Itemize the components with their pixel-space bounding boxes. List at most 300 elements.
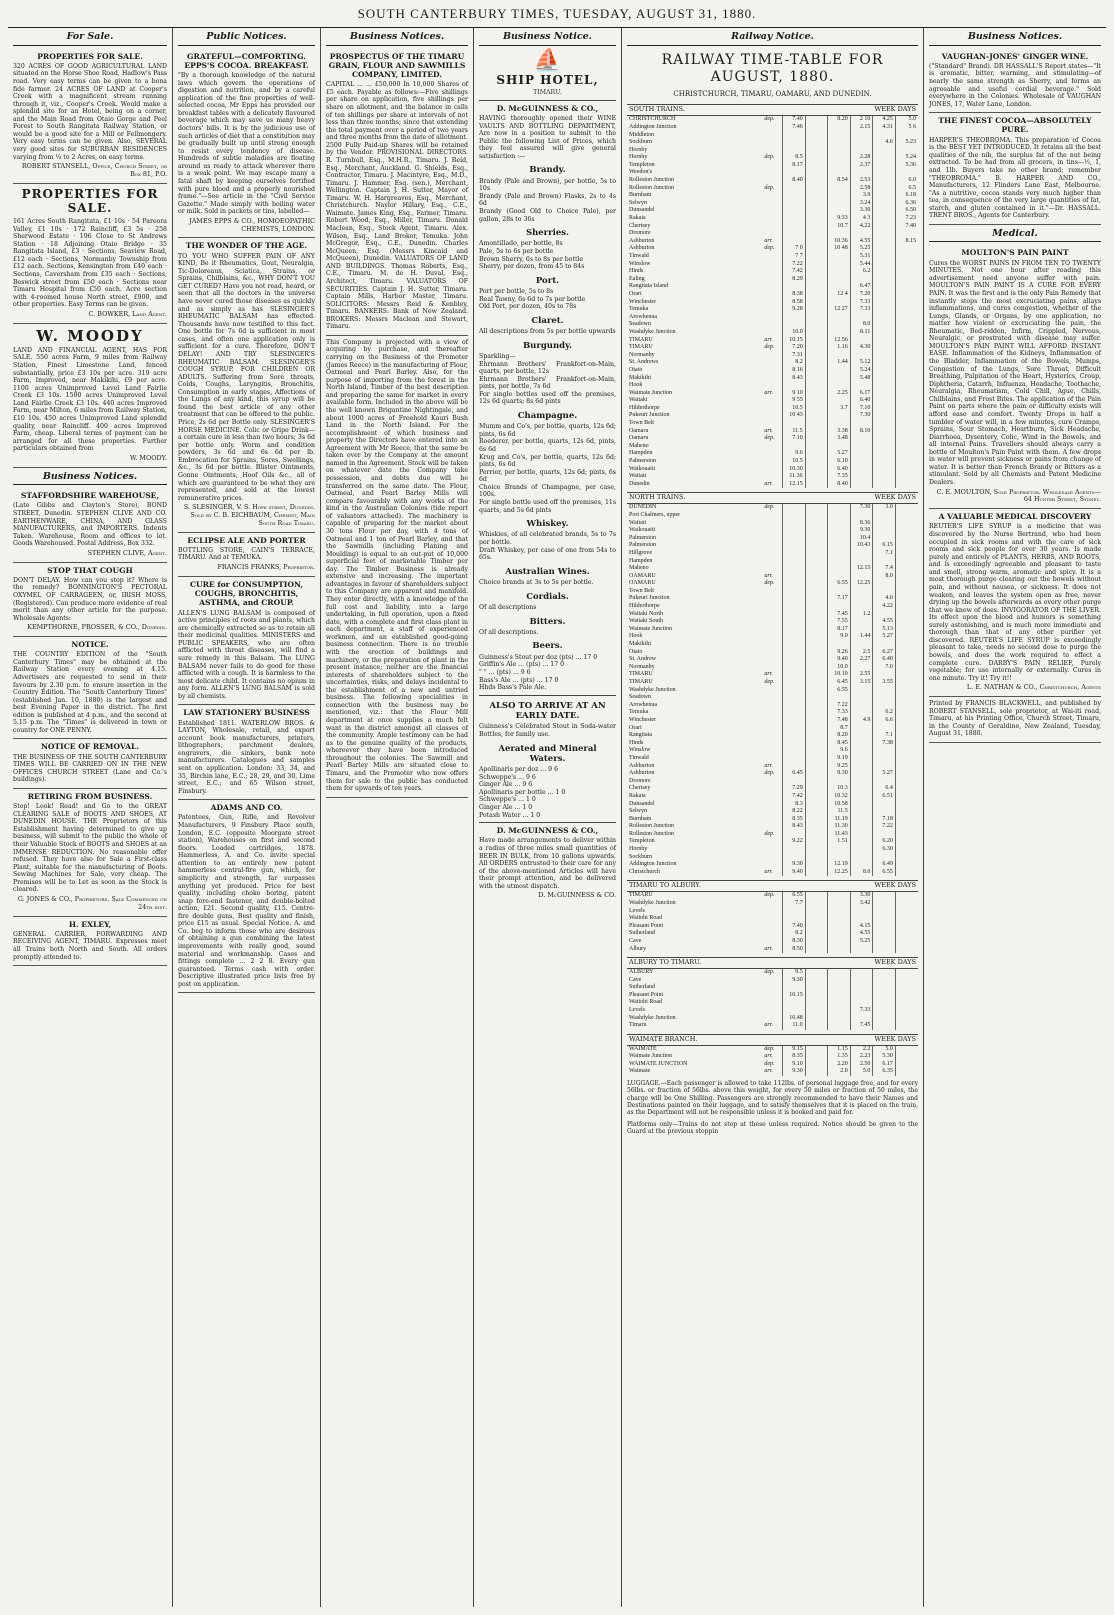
timetable-row [627, 512, 918, 520]
train-time [805, 618, 828, 626]
train-time: 9.6 [783, 450, 806, 458]
station-name: Chertsey [629, 785, 651, 792]
train-time: 10.3 [828, 785, 851, 793]
train-time [783, 846, 806, 854]
train-time [873, 298, 896, 306]
train-time: 7.40 [895, 223, 918, 231]
train-time [895, 626, 918, 634]
station-name: Burnham [629, 192, 652, 199]
arr-dep [762, 816, 782, 824]
timetable-row [627, 352, 918, 360]
train-time [805, 466, 828, 474]
price-line: Whiskies, of all celebrated brands, 5s to 7s per bottle. [479, 531, 616, 547]
train-time [873, 329, 896, 337]
timetable-row [627, 762, 918, 770]
train-time [783, 519, 806, 527]
train-time [828, 573, 851, 581]
train-time: 6.55 [828, 686, 851, 694]
train-time [873, 519, 896, 527]
train-time [828, 276, 851, 284]
ad-signature: FRANCIS FRANKS, Proprietor. [217, 563, 315, 572]
station-name: Palmerston [629, 458, 656, 465]
timetable-row [627, 207, 918, 215]
train-time [850, 762, 873, 770]
train-time: 8.0 [873, 573, 896, 581]
timetable-row [627, 177, 918, 185]
train-time [828, 969, 851, 977]
station-name: Sutherland [629, 984, 655, 991]
train-time: 7.0 [873, 664, 896, 672]
train-time [805, 969, 828, 977]
train-time [850, 831, 873, 839]
train-time: 10.4 [850, 535, 873, 543]
train-time: 6.51 [873, 793, 896, 801]
timetable-row [627, 838, 918, 846]
south-timetable [627, 116, 918, 488]
train-time [850, 626, 873, 634]
train-time [828, 984, 851, 992]
train-time [873, 352, 896, 360]
station-name: Winchester [629, 716, 657, 723]
train-time [783, 565, 806, 573]
train-time: 7.33 [850, 298, 873, 306]
train-time [873, 1022, 896, 1030]
train-time [805, 1014, 828, 1022]
train-time [850, 481, 873, 489]
train-time [828, 1014, 851, 1022]
column-header: Business Notices. [13, 468, 167, 486]
arr-dep [762, 306, 782, 314]
arr-dep [762, 709, 782, 717]
timetable-row [627, 611, 918, 619]
train-time [805, 648, 828, 656]
train-time: 9 55 [783, 397, 806, 405]
train-time [783, 542, 806, 550]
train-time: 8.20 [828, 116, 851, 124]
ad-signature: STEPHEN CLIVE, Agent. [87, 548, 167, 557]
arr-dep [762, 785, 782, 793]
train-time [873, 512, 896, 520]
train-time [805, 831, 828, 839]
train-time [895, 755, 918, 763]
arr-dep [762, 359, 782, 367]
station-name: OAMARU [629, 580, 656, 587]
train-time [783, 192, 806, 200]
ad-title: PROSPECTUS OF THE TIMARU GRAIN, FLOUR AND SAWMILLS COMPANY, LIMITED. [328, 51, 466, 80]
price-line: Apollinaris per bottle ... 1 0 [479, 788, 566, 796]
arr-dep: dep. [764, 1045, 775, 1052]
arr-dep [762, 557, 782, 565]
advertisement [929, 245, 1101, 509]
train-time [805, 588, 828, 596]
train-time [873, 382, 896, 390]
station-name: Orari [629, 290, 642, 297]
train-time [805, 200, 828, 208]
train-time: 6.40 [873, 656, 896, 664]
train-time [805, 900, 828, 908]
train-time [828, 504, 851, 512]
advertisement [929, 509, 1101, 697]
train-time: 9 10 [783, 390, 806, 398]
train-time [895, 405, 918, 413]
station-name: Port Chalmers, upper [629, 511, 681, 518]
train-time [873, 314, 896, 322]
train-time [828, 915, 851, 923]
train-time [850, 800, 873, 808]
ad-title: STAFFORDSHIRE WAREHOUSE, [20, 491, 160, 501]
timetable-row [627, 435, 918, 443]
train-time: 7.4 [873, 565, 896, 573]
ad-body: REUTER'S LIFE SYRUP is a medicine that was discovered by the Nurse Bertrand, who had been occupied in sick rooms and with the care of sick rooms and sick people for over 30 years. Is made purely and entirely of PLANTS, HERBS, AND ROOTS, and is exceedingly agreeable and pleasant to taste and smell, strong warm, aromatic and spicy. It is a most thorough purge clearing out the bowels without pain, and without nausea, or sickness. It does not weaken, and leaves the system open as free, never drying up the bowels afterwards as every other purge that we know of does. INVIGORATOR OF THE LIVER. Its effect upon the blood and humors is something surely astonishing, and is much more immediate and thorough than that of any other purifier yet discovered. REUTER'S LIFE SYRUP is exceedingly pleasant to take, needs no second dose to purge the bowels, and does the work required to effect a complete cure. DARBY'S PAIN RELIEF, Purely vegetable; for use internally or externally. Cures in one minute. Try it! Try it!! [929, 523, 1101, 682]
train-time [828, 641, 851, 649]
train-time: 6.45 [783, 770, 806, 778]
train-time [783, 717, 806, 725]
train-time: 2.25 [828, 390, 851, 398]
train-time [828, 139, 851, 147]
price-line: Port per bottle, 5s to 8s [479, 288, 554, 296]
train-time: 6.49 [873, 861, 896, 869]
price-line: Brandy (Pale and Brown), per bottle, 5s to 10s [479, 177, 616, 193]
station-name: Hornby [629, 846, 648, 853]
train-time [828, 253, 851, 261]
train-time [805, 162, 828, 170]
price-section-title: Australian Wines. [505, 566, 590, 577]
station-name: Sockburn [629, 853, 652, 860]
train-time: 8.22 [783, 808, 806, 816]
price-line: Amontillado, per bottle, 8s [479, 240, 563, 248]
train-time: 5.0 [895, 116, 918, 124]
train-time [895, 611, 918, 619]
timetable-row [627, 367, 918, 375]
ad-body: 161 Acres South Rangitata, £1 10s · 54 Pareora Valley, £1 10s · 172 Raincliff, £3 5s · 258 Sherwood Estate · 196 Close to St Andrews Station · 18 Adjoining Otaio Bridge · 35 Rangitata Island, £3 · Sections, Seaview Road, £12 each · Sections, Normanby Township from £12 each. Sections, Kensington from £40 each · Sections, Caversham from £35 each · Sections, Beswick street from £50 each · Sections near Timaru Hospital from £50 each. Acre section with 4-roomed house North street, £900, and other properties. Easy Terms can be given. [13, 218, 167, 309]
ad-title: RETIRING FROM BUSINESS. [27, 791, 153, 801]
timetable-row [627, 580, 918, 588]
station-name: Hinds [629, 268, 644, 275]
train-time: 7.45 [850, 1022, 873, 1030]
train-time: 7 7 [783, 253, 806, 261]
train-time [850, 230, 873, 238]
train-time [850, 793, 873, 801]
train-time [805, 473, 828, 481]
train-time [783, 999, 806, 1007]
timetable-row [627, 1007, 918, 1015]
train-time [873, 131, 896, 139]
train-time [873, 527, 896, 535]
train-time [895, 1007, 918, 1015]
price-line: Draft Whiskey, per case of one from 54s to 65s. [479, 546, 616, 562]
train-time: 9.30 [783, 861, 806, 869]
train-time [850, 131, 873, 139]
train-time: 1.2 [850, 611, 873, 619]
price-line: Apollinaris per doz ... 9 6 [479, 766, 559, 774]
train-time [805, 565, 828, 573]
arr-dep [762, 542, 782, 550]
train-time [895, 892, 918, 900]
train-time: 7.29 [783, 785, 806, 793]
arr-dep [762, 283, 782, 291]
train-time: 8.3 [783, 800, 806, 808]
arr-dep [762, 412, 782, 420]
train-time [805, 298, 828, 306]
timetable-row [627, 314, 918, 322]
column-ship-hotel [474, 28, 622, 1607]
timetable-row [627, 268, 918, 276]
train-time [828, 519, 851, 527]
train-time [850, 169, 873, 177]
train-time: 12 27 [828, 306, 851, 314]
train-time [805, 443, 828, 451]
ad-title: MOULTON'S PAIN PAINT [961, 248, 1069, 258]
train-time: 6.15 [873, 542, 896, 550]
train-time: 10.5 [783, 405, 806, 413]
train-time [783, 915, 806, 923]
train-time [873, 367, 896, 375]
train-time [850, 747, 873, 755]
train-time [873, 321, 896, 329]
price-line: Choice brands at 3s to 5s per bottle. [479, 579, 594, 587]
ad-title: H. EXLEY, [68, 919, 112, 929]
closing-owner: D. McGUINNESS & CO., [496, 826, 599, 836]
ads-list [929, 245, 1101, 742]
timetable-row [627, 147, 918, 155]
arr-dep [762, 747, 782, 755]
ship-icon: ⛵ [533, 47, 562, 73]
train-time [895, 724, 918, 732]
train-time [895, 900, 918, 908]
train-time [895, 580, 918, 588]
arr-dep [762, 420, 782, 428]
train-time: 5.25 [850, 938, 873, 946]
train-time [783, 702, 806, 710]
train-time [805, 177, 828, 185]
train-time: 8.20 [828, 732, 851, 740]
timetable-row [627, 999, 918, 1007]
train-time [895, 823, 918, 831]
price-line: For single bottle used off the premises, 11s quarts, and 5s 6d pints [479, 498, 616, 514]
arr-dep: dep. [764, 892, 775, 899]
timetable-row [627, 185, 918, 193]
train-time: 9.22 [783, 838, 806, 846]
train-time [805, 755, 828, 763]
train-time [895, 595, 918, 603]
ad-title: STOP THAT COUGH [47, 565, 133, 575]
station-name: Christchurch [629, 868, 660, 875]
train-time: 8.58 [783, 298, 806, 306]
timetable-row [627, 626, 918, 634]
train-time: 2.53 [850, 177, 873, 185]
train-time: 3.24 [850, 200, 873, 208]
train-time [873, 976, 896, 984]
train-time: 12.56 [828, 336, 851, 344]
advertisement [13, 324, 167, 468]
price-line: Schweppe's ... 1 0 [479, 796, 536, 804]
train-time [873, 535, 896, 543]
arr-dep [762, 276, 782, 284]
station-name: Town Belt [629, 587, 655, 594]
train-time [895, 382, 918, 390]
train-time [895, 473, 918, 481]
train-time [828, 192, 851, 200]
train-time: 3.9 [850, 192, 873, 200]
train-time [805, 504, 828, 512]
price-line: Brandy (Pale and Brown) Flasks, 2s to 4s 6d [479, 192, 616, 208]
train-time: 6.10 [828, 458, 851, 466]
train-time [850, 443, 873, 451]
train-time [805, 412, 828, 420]
train-time [805, 778, 828, 786]
train-time [873, 283, 896, 291]
train-time [873, 344, 896, 352]
train-time: 12.25 [850, 580, 873, 588]
week-days-label: WEEK DAYS [874, 105, 916, 114]
timetable-row [627, 230, 918, 238]
train-time [805, 336, 828, 344]
advertisement [929, 697, 1101, 743]
train-time [828, 565, 851, 573]
train-time [805, 367, 828, 375]
train-time [828, 397, 851, 405]
train-time: 6.55 [783, 892, 806, 900]
train-time [850, 618, 873, 626]
timetable-row [627, 428, 918, 436]
arr-dep: dep. [764, 116, 775, 123]
train-time [805, 595, 828, 603]
station-name: Rangitata Island [629, 283, 669, 290]
train-time [895, 390, 918, 398]
train-time: 8.10 [850, 428, 873, 436]
train-time [850, 808, 873, 816]
advertisement [326, 49, 468, 336]
arr-dep [762, 260, 782, 268]
arr-dep [762, 382, 782, 390]
train-time [805, 276, 828, 284]
column-public-notices [173, 28, 321, 1607]
train-time [805, 573, 828, 581]
train-time [895, 618, 918, 626]
train-time [828, 992, 851, 1000]
train-time [873, 276, 896, 284]
train-time: 11.36 [783, 473, 806, 481]
station-name: Ashburton [629, 237, 655, 244]
station-name: Temuka [629, 709, 649, 716]
train-time [873, 892, 896, 900]
train-time: 6.30 [873, 846, 896, 854]
train-time: 8.0 [850, 321, 873, 329]
train-time: 9.28 [783, 306, 806, 314]
train-time [783, 527, 806, 535]
timetable-row [627, 679, 918, 687]
train-time [873, 778, 896, 786]
train-time: 5.12 [850, 359, 873, 367]
train-time: 7.30 [850, 504, 873, 512]
train-time [828, 930, 851, 938]
train-time [895, 321, 918, 329]
ad-body: THE COUNTRY EDITION of the "South Canterbury Times" may be obtained at the Railway Station every evening at 4.15. Advertisers are requested to send in their favours by 2.30 p.m. to ensure insertion in the Country Edition. The "South Canterbury Times" (established Jan. 10, 1880) is the largest and best Evening Paper in the district. The first edition is published at 4 p.m., and the second at 5.15 p.m. The "Times" is delivered in town or country for ONE PENNY. [13, 651, 167, 734]
train-time [873, 762, 896, 770]
column-header: Railway Notice. [627, 28, 918, 46]
train-time [783, 724, 806, 732]
train-time: 5.0 [850, 1068, 873, 1076]
timetable-row [627, 527, 918, 535]
timetable-row [627, 869, 918, 877]
train-time [895, 550, 918, 558]
train-time: 6.55 [828, 580, 851, 588]
arr-dep [762, 854, 782, 862]
station-name: Dromore [629, 230, 651, 237]
train-time [895, 306, 918, 314]
train-time: 6.6 [873, 717, 896, 725]
train-time: 3.7 [828, 405, 851, 413]
timetable-row [627, 969, 918, 977]
week-days-label: WEEK DAYS [874, 881, 916, 890]
train-time [873, 306, 896, 314]
timetable-row [627, 397, 918, 405]
timetable-row [627, 656, 918, 664]
arr-dep: arr. [764, 762, 773, 769]
station-name: Rangitata [629, 732, 652, 739]
train-time [805, 785, 828, 793]
train-time [873, 405, 896, 413]
train-time: 2 10 [850, 116, 873, 124]
train-time: 1.16 [828, 344, 851, 352]
train-time [805, 808, 828, 816]
train-time [828, 900, 851, 908]
ad-title: THE FINEST COCOA—ABSOLUTELY PURE. [938, 116, 1092, 135]
train-time [828, 535, 851, 543]
train-time [850, 382, 873, 390]
arr-dep [762, 314, 782, 322]
timetable-row [627, 542, 918, 550]
timetable-row [627, 831, 918, 839]
station-name: Arowhenua [629, 313, 657, 320]
station-name: Rolleston Junction [629, 823, 674, 830]
timetable-row [627, 131, 918, 139]
timetable-row [627, 900, 918, 908]
ad-title: ADAMS AND CO. [210, 803, 283, 813]
train-time [783, 664, 806, 672]
train-time [828, 412, 851, 420]
train-time [895, 702, 918, 710]
station-name: ALBURY [629, 969, 654, 976]
arr-dep [762, 755, 782, 763]
south-trains-label: SOUTH TRAINS. [629, 105, 685, 114]
price-line: Brandy (Good Old to Choice Pale), per gallon, 28s to 36s [479, 208, 616, 223]
train-time [873, 724, 896, 732]
train-time [805, 1046, 828, 1054]
timetable-row [627, 724, 918, 732]
station-name: Waitati [629, 473, 647, 480]
timetable-row [627, 260, 918, 268]
train-time [895, 740, 918, 748]
train-time: 4.55 [873, 618, 896, 626]
train-time [873, 177, 896, 185]
ad-body: This Company is projected with a view of acquiring by purchase, and thereafter carrying on the Business of the Promoter (James Reece) in the manufacturing of Flour, Oatmeal and Pearl Barley. Also, for the purpose of importing from the forest in the North Island, Timber of the best description and preparing the same for market in every available form. Included in the above will be the well known Brigantine Nightingale, and about 1000 acres of Freehold Kauri Bush Land in the North Island. For the accomplishment of which business and property the Directors have entered into an Agreement with Mr Reece, that the same be taken over by the Company at the amount named in the Agreement. Stock will be taken on whatever date the Company take possession, and debts due will be transferred on the same date. The Flour, Oatmeal, and Pearl Barley Mills will compare favourably with any works of the kind in the Australian Colonies (tide report of valuators attached). The machinery is capable of preparing for the market about 30 tons Flour per day, with 4 tons of Oatmeal and 1 ton of Pearl Barley, and that the Sawmills (including Planing and Moulding) is equal to an out-put of 10,000 superficial feet of marketable Timber per day. The Timber Business is already extensive and increasing. The important advantages in favour of shareholders subject to this Company are apparent and manifold. They enter directly, with a knowledge of the full cost and liability, into a large undertaking, in full operation, upon a fixed date, with a complete and first class plant in each department, a staff of experienced workmen, and an established good-going business connection. There is no trouble with the erection of buildings and machinery, or the preparation of plant in the present instance; neither are the financial interests of shareholders subject to the uncertainties, risks, and delays incidental to the establishment of a new and untried business. The following specialities in connection with the business may be mentioned, viz.: that the Flour Mill department at once supplies a much felt want in the district amongst all classes of the community. Ample testimony can be had as to the genuine quality of the products, whereever they have been introduced throughout the colonies. The Sawmill and Pearl Barley Mills are situated close to Timaru, and the Promoter who now offers them for sale to the public has conducted them for upwards of ten years. [326, 338, 468, 793]
train-time [783, 626, 806, 634]
train-time: 4.55 [850, 930, 873, 938]
ad-body: TO YOU WHO SUFFER PAIN OF ANY KIND, Be it Rheumatics, Gout, Neuralgia, Tic-Doloreaux, Sciatica, Strains, or Sprains, Chilblains, &c., WHY DON'T YOU GET CURED? Have you not read, heard, or seen that all the doctors in the universe have never cured those diseases as quickly and as simply as has SLESINGER'S RHEUMATIC BALSAM has effected. Thousands have now testified to this fact. One bottle for 7s 6d is sufficient in most cases, and often one application only is sufficient for a cure. Therefore, DON'T DELAY! AND TRY SLESINGER'S RHEUMATIC BALSAM. SLESINGER'S COUGH SYRUP. FOR CHILDREN OR ADULTS. Suffering from Sore throats, Colds, Coughs, Laryngitis, Bronchitis, Consumption in early stages, Affections of the Lungs of any kind, this syrup will be found the best article of any other treatment that can be offered to the public. Price, 2s 6d per Bottle only. SLESINGER'S HORSE MEDICINE. Colic or Gripe Drink—a certain cure in less than two hours; 3s 6d per bottle only. Worm and condition powders, 3s 6d and 6s 6d per lb. Embrocation for Sprains, Sores, Swellings, &c., 3s 6d per bottle. Blister Ointments, Gonne Ointments, Hoof Oils &c., all of which are guaranteed to be what they are represented, and sold at the lowest remunerative prices. [178, 252, 315, 502]
ads-list [178, 49, 315, 994]
price-line: Schweppe's ... 9 6 [479, 773, 536, 781]
advertisement [178, 533, 315, 577]
train-time [873, 473, 896, 481]
advertisement [178, 238, 315, 532]
timetable-row [627, 846, 918, 854]
station-name: Selwyn [629, 808, 647, 815]
timetable-row [627, 808, 918, 816]
train-time [805, 816, 828, 824]
price-line: Bass's Ale ... (pts) ... 17 0 [479, 676, 559, 684]
train-time: 7.40 [783, 923, 806, 931]
